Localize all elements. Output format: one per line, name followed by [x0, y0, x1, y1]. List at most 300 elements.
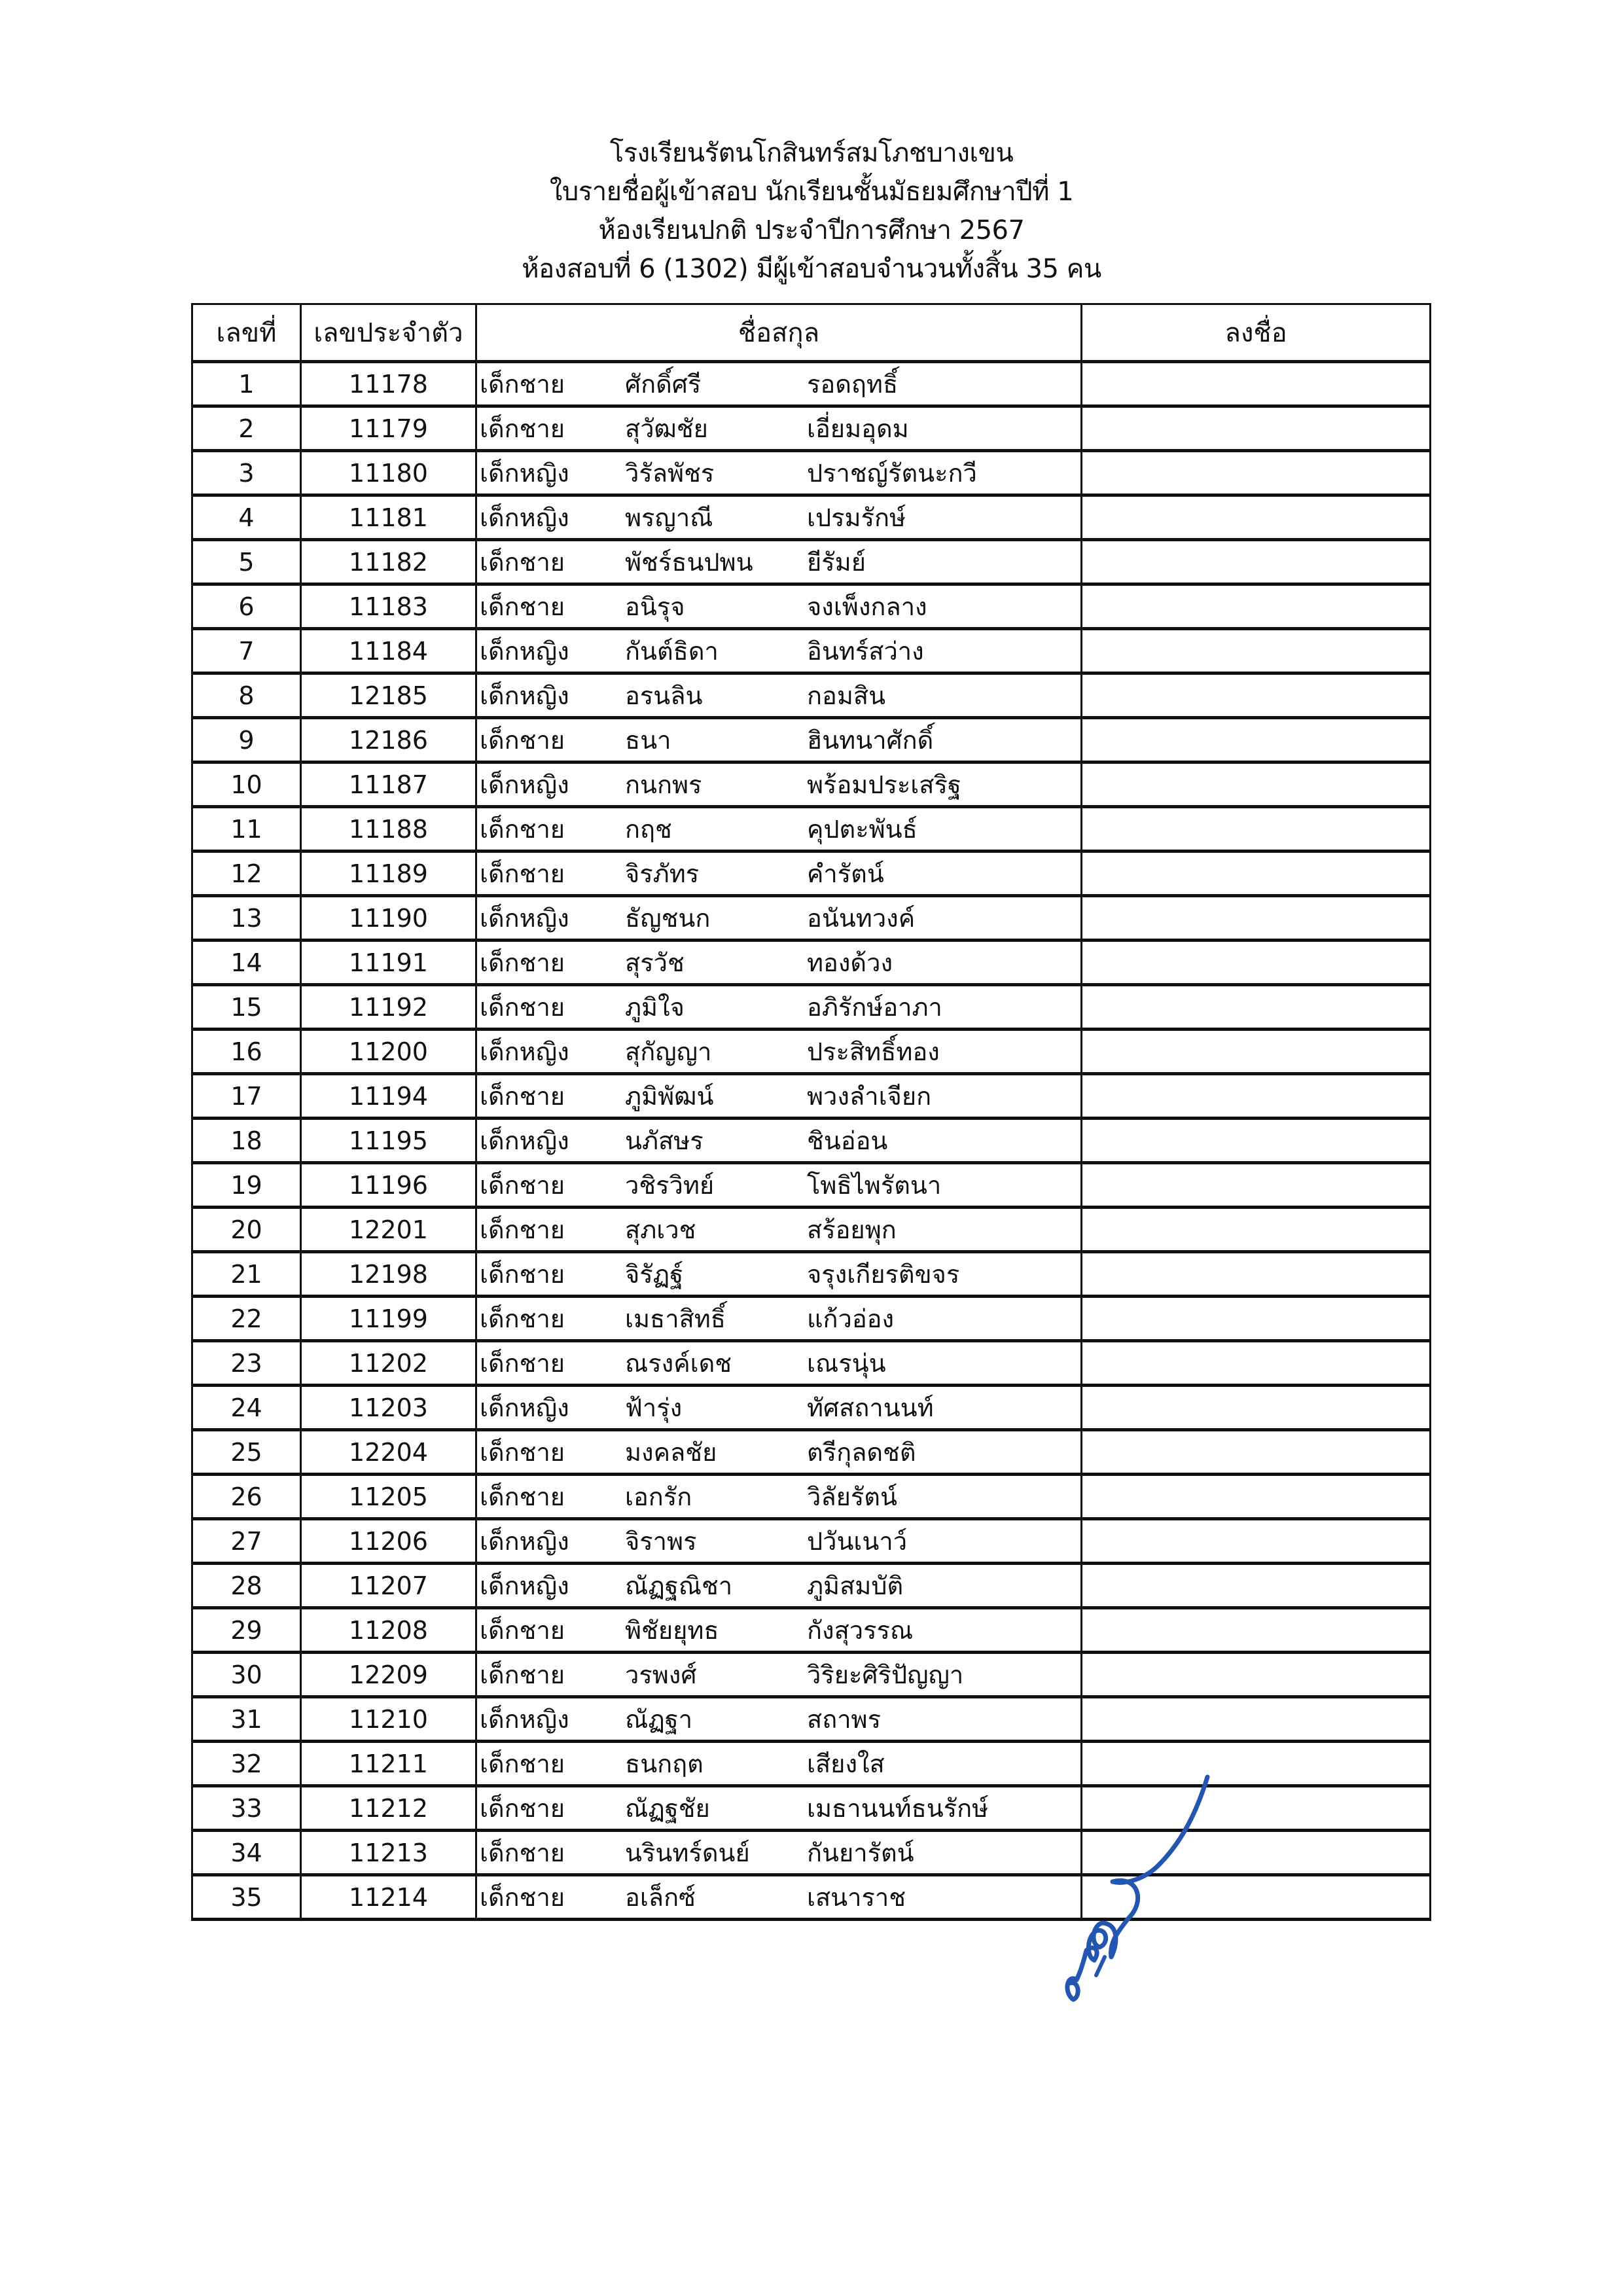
- name-prefix: เด็กชาย: [480, 1839, 565, 1867]
- name-prefix: เด็กชาย: [480, 815, 565, 844]
- student-name: [477, 1253, 1080, 1295]
- signature-field[interactable]: [1082, 1742, 1431, 1786]
- last-name: ภูมิสมบัติ: [807, 1571, 904, 1600]
- name-prefix: เด็กชาย: [480, 1304, 565, 1333]
- last-name: กอมสิน: [807, 681, 886, 710]
- signature-underline: [1096, 1957, 1105, 1975]
- signature-field[interactable]: [1082, 1252, 1431, 1297]
- student-name: [477, 1743, 1080, 1784]
- last-name: พวงลำเจียก: [807, 1082, 932, 1111]
- student-id: 11202: [301, 1341, 476, 1386]
- student-name-cell: [476, 1653, 1082, 1697]
- student-name-cell: [476, 629, 1082, 673]
- row-number: 12: [192, 852, 301, 896]
- student-name-cell: [476, 1252, 1082, 1297]
- student-name: [477, 1209, 1080, 1250]
- roster-body: [192, 362, 1431, 1920]
- student-id: 11214: [301, 1875, 476, 1920]
- student-name-cell: [476, 540, 1082, 584]
- table-row: [192, 1519, 1431, 1564]
- first-name: กนกพร: [625, 770, 702, 799]
- name-prefix: เด็กชาย: [480, 948, 565, 977]
- row-number: 31: [192, 1697, 301, 1742]
- first-name: เมธาสิทธิ์: [625, 1304, 726, 1333]
- name-prefix: เด็กชาย: [480, 370, 565, 399]
- last-name: ชินอ่อน: [807, 1126, 888, 1155]
- name-prefix: เด็กชาย: [480, 859, 565, 888]
- first-name: จิรัฏฐ์: [625, 1260, 684, 1289]
- signature-field[interactable]: [1082, 1519, 1431, 1564]
- signature-field[interactable]: [1082, 1074, 1431, 1119]
- row-number: 8: [192, 673, 301, 718]
- student-name-cell: [476, 1519, 1082, 1564]
- table-row: [192, 1119, 1431, 1163]
- student-name: [477, 1298, 1080, 1339]
- row-number: 34: [192, 1831, 301, 1875]
- student-id: 11180: [301, 451, 476, 495]
- student-id: 11200: [301, 1030, 476, 1074]
- name-prefix: เด็กชาย: [480, 1349, 565, 1378]
- student-name-cell: [476, 584, 1082, 629]
- student-id: 11205: [301, 1475, 476, 1519]
- last-name: เมธานนท์ธนรักษ์: [807, 1794, 989, 1823]
- last-name: กังสุวรรณ: [807, 1616, 914, 1645]
- table-row: [192, 1564, 1431, 1608]
- student-name-cell: [476, 1297, 1082, 1341]
- name-prefix: เด็กชาย: [480, 414, 565, 443]
- first-name: ธัญชนก: [625, 904, 711, 933]
- name-prefix: เด็กหญิง: [480, 1705, 569, 1734]
- signature-field[interactable]: [1082, 852, 1431, 896]
- first-name: ณรงค์เดช: [625, 1349, 732, 1378]
- student-id: 11206: [301, 1519, 476, 1564]
- table-row: [192, 1341, 1431, 1386]
- name-prefix: เด็กชาย: [480, 1260, 565, 1289]
- student-id: 11187: [301, 762, 476, 807]
- student-name: [477, 1832, 1080, 1873]
- student-name-cell: [476, 1208, 1082, 1252]
- name-prefix: เด็กหญิง: [480, 459, 569, 488]
- student-name-cell: [476, 1074, 1082, 1119]
- first-name: จิราพร: [625, 1527, 697, 1556]
- student-name: [477, 363, 1080, 404]
- name-prefix: เด็กชาย: [480, 1082, 565, 1111]
- name-prefix: เด็กชาย: [480, 993, 565, 1022]
- student-name: [477, 764, 1080, 805]
- table-row: [192, 1208, 1431, 1252]
- student-name-cell: [476, 1564, 1082, 1608]
- table-row: [192, 1163, 1431, 1208]
- last-name: อภิรักษ์อาภา: [807, 993, 942, 1022]
- student-name: [477, 986, 1080, 1028]
- signature-field[interactable]: [1082, 1831, 1431, 1875]
- signature-field[interactable]: [1082, 896, 1431, 941]
- row-number: 11: [192, 807, 301, 852]
- name-prefix: เด็กชาย: [480, 1660, 565, 1689]
- signature-field[interactable]: [1082, 1875, 1431, 1920]
- signature-field[interactable]: [1082, 1208, 1431, 1252]
- table-row: [192, 362, 1431, 406]
- name-prefix: เด็กชาย: [480, 1215, 565, 1244]
- first-name: เอกรัก: [625, 1482, 692, 1511]
- first-name: ณัฏฐา: [625, 1705, 693, 1734]
- signature-field[interactable]: [1082, 1030, 1431, 1074]
- last-name: จงเพ็งกลาง: [807, 592, 927, 621]
- first-name: วชิรวิทย์: [625, 1171, 715, 1200]
- row-number: 29: [192, 1608, 301, 1653]
- student-name: [477, 541, 1080, 583]
- student-id: 11179: [301, 406, 476, 451]
- signature-field[interactable]: [1082, 1430, 1431, 1475]
- signature-field[interactable]: [1082, 1653, 1431, 1697]
- signature-field[interactable]: [1082, 1564, 1431, 1608]
- row-number: 22: [192, 1297, 301, 1341]
- last-name: พร้อมประเสริฐ: [807, 770, 961, 799]
- student-name-cell: [476, 362, 1082, 406]
- name-prefix: เด็กหญิง: [480, 503, 569, 532]
- student-name: [477, 1698, 1080, 1740]
- row-number: 17: [192, 1074, 301, 1119]
- signature-field[interactable]: [1082, 1163, 1431, 1208]
- student-id: 12201: [301, 1208, 476, 1252]
- student-id: 11191: [301, 941, 476, 985]
- last-name: ปราชญ์รัตนะกวี: [807, 459, 977, 488]
- signature-field[interactable]: [1082, 540, 1431, 584]
- first-name: นภัสษร: [625, 1126, 704, 1155]
- last-name: ฮินทนาศักดิ์: [807, 726, 934, 755]
- student-name: [477, 497, 1080, 538]
- table-row: [192, 540, 1431, 584]
- signature-field[interactable]: [1082, 1475, 1431, 1519]
- program-line: ห้องเรียนปกติ ประจำปีการศึกษา 2567: [598, 215, 1025, 245]
- student-id: 11181: [301, 495, 476, 540]
- student-name-cell: [476, 941, 1082, 985]
- row-number: 24: [192, 1386, 301, 1430]
- last-name: เปรมรักษ์: [807, 503, 906, 532]
- first-name: สุวัฒชัย: [625, 414, 708, 443]
- name-prefix: เด็กชาย: [480, 726, 565, 755]
- row-number: 3: [192, 451, 301, 495]
- row-number: 13: [192, 896, 301, 941]
- table-row: [192, 629, 1431, 673]
- student-id: 11190: [301, 896, 476, 941]
- last-name: คำรัตน์: [807, 859, 884, 888]
- signature-field[interactable]: [1082, 362, 1431, 406]
- row-number: 25: [192, 1430, 301, 1475]
- row-number: 18: [192, 1119, 301, 1163]
- last-name: รอดฤทธิ์: [807, 370, 899, 399]
- table-row: [192, 451, 1431, 495]
- table-row: [192, 985, 1431, 1030]
- last-name: วิริยะศิริปัญญา: [807, 1660, 964, 1689]
- table-row: [192, 1742, 1431, 1786]
- last-name: อนันทวงค์: [807, 904, 916, 933]
- first-name: พรญาณี: [625, 503, 713, 532]
- student-name: [477, 1609, 1080, 1651]
- student-name-cell: [476, 896, 1082, 941]
- student-id: 11213: [301, 1831, 476, 1875]
- student-name-cell: [476, 1163, 1082, 1208]
- first-name: ณัฏฐชัย: [625, 1794, 710, 1823]
- first-name: ศักดิ์ศรี: [625, 370, 702, 399]
- student-id: 11210: [301, 1697, 476, 1742]
- first-name: ณัฏฐณิชา: [625, 1571, 733, 1600]
- last-name: ประสิทธิ์ทอง: [807, 1037, 940, 1066]
- signature-field[interactable]: [1082, 1119, 1431, 1163]
- student-id: 11207: [301, 1564, 476, 1608]
- column-header-student-id: เลขประจำตัว: [301, 304, 476, 362]
- student-name: [477, 1342, 1080, 1384]
- student-id: 11189: [301, 852, 476, 896]
- student-name: [477, 897, 1080, 939]
- last-name: แก้วอ่อง: [807, 1304, 895, 1333]
- name-prefix: เด็กหญิง: [480, 1527, 569, 1556]
- last-name: เสียงใส: [807, 1749, 885, 1778]
- last-name: ปวันเนาว์: [807, 1527, 908, 1556]
- signature-field[interactable]: [1082, 1697, 1431, 1742]
- student-name-cell: [476, 495, 1082, 540]
- last-name: คุปตะพันธ์: [807, 815, 918, 844]
- first-name: ธนา: [625, 726, 671, 755]
- table-row: [192, 1475, 1431, 1519]
- student-name: [477, 408, 1080, 449]
- last-name: โพธิไพรัตนา: [807, 1171, 942, 1200]
- exam-room-info: ห้องสอบที่ 6 (1302) มีผู้เข้าสอบจำนวนทั้งสิ้น 35 คน: [522, 254, 1101, 284]
- table-row: [192, 1831, 1431, 1875]
- last-name: ยีรัมย์: [807, 548, 866, 577]
- row-number: 23: [192, 1341, 301, 1386]
- last-name: วิลัยรัตน์: [807, 1482, 897, 1511]
- first-name: วรพงศ์: [625, 1660, 697, 1689]
- table-row: [192, 852, 1431, 896]
- table-row: [192, 584, 1431, 629]
- first-name: กันต์ธิดา: [625, 637, 719, 666]
- first-name: ฟ้ารุ่ง: [625, 1393, 683, 1422]
- table-row: [192, 1875, 1431, 1920]
- first-name: สุรวัช: [625, 948, 685, 977]
- name-prefix: เด็กหญิง: [480, 770, 569, 799]
- name-prefix: เด็กชาย: [480, 1749, 565, 1778]
- row-number: 4: [192, 495, 301, 540]
- document-title: ใบรายชื่อผู้เข้าสอบ นักเรียนชั้นมัธยมศึกษาปีที่ 1: [549, 177, 1074, 207]
- first-name: สุภเวช: [625, 1215, 696, 1244]
- first-name: กฤช: [625, 815, 672, 844]
- row-number: 14: [192, 941, 301, 985]
- student-name: [477, 1075, 1080, 1117]
- last-name: สถาพร: [807, 1705, 881, 1734]
- student-id: 11194: [301, 1074, 476, 1119]
- student-name: [477, 630, 1080, 672]
- row-number: 30: [192, 1653, 301, 1697]
- last-name: อินทร์สว่าง: [807, 637, 924, 666]
- row-number: 21: [192, 1252, 301, 1297]
- signature-field[interactable]: [1082, 1297, 1431, 1341]
- first-name: ภูมิใจ: [625, 993, 685, 1022]
- document-header: [0, 134, 1623, 289]
- last-name: จรุงเกียรติขจร: [807, 1260, 960, 1289]
- column-header-no: เลขที่: [192, 304, 301, 362]
- student-name-cell: [476, 1341, 1082, 1386]
- student-name: [477, 1876, 1080, 1918]
- student-name: [477, 808, 1080, 850]
- row-number: 33: [192, 1786, 301, 1831]
- last-name: สร้อยพุก: [807, 1215, 897, 1244]
- student-id: 11208: [301, 1608, 476, 1653]
- first-name: จิรภัทร: [625, 859, 700, 888]
- row-number: 6: [192, 584, 301, 629]
- signature-field[interactable]: [1082, 1341, 1431, 1386]
- table-row: [192, 495, 1431, 540]
- student-name-cell: [476, 673, 1082, 718]
- student-name-cell: [476, 1742, 1082, 1786]
- last-name: เอี่ยมอุดม: [807, 414, 909, 443]
- row-number: 20: [192, 1208, 301, 1252]
- row-number: 10: [192, 762, 301, 807]
- student-id: 12204: [301, 1430, 476, 1475]
- student-id: 11178: [301, 362, 476, 406]
- student-id: 11184: [301, 629, 476, 673]
- table-row: [192, 896, 1431, 941]
- name-prefix: เด็กหญิง: [480, 637, 569, 666]
- student-name: [477, 719, 1080, 761]
- student-id: 11212: [301, 1786, 476, 1831]
- first-name: พิชัยยุทธ: [625, 1616, 719, 1645]
- signature-field[interactable]: [1082, 1608, 1431, 1653]
- row-number: 27: [192, 1519, 301, 1564]
- student-name-cell: [476, 807, 1082, 852]
- student-id: 12198: [301, 1252, 476, 1297]
- student-id: 11195: [301, 1119, 476, 1163]
- signature-field[interactable]: [1082, 406, 1431, 451]
- first-name: พัชร์ธนปพน: [625, 548, 753, 577]
- name-prefix: เด็กชาย: [480, 592, 565, 621]
- student-id: 11188: [301, 807, 476, 852]
- student-name: [477, 1120, 1080, 1161]
- row-number: 35: [192, 1875, 301, 1920]
- row-number: 1: [192, 362, 301, 406]
- table-row: [192, 1430, 1431, 1475]
- signature-field[interactable]: [1082, 985, 1431, 1030]
- signature-field[interactable]: [1082, 629, 1431, 673]
- student-name-cell: [476, 985, 1082, 1030]
- table-row: [192, 1074, 1431, 1119]
- student-name-cell: [476, 1875, 1082, 1920]
- signature-field[interactable]: [1082, 941, 1431, 985]
- student-name: [477, 1565, 1080, 1606]
- student-id: 12185: [301, 673, 476, 718]
- signature-field[interactable]: [1082, 1786, 1431, 1831]
- table-row: [192, 941, 1431, 985]
- student-name-cell: [476, 1831, 1082, 1875]
- student-name-cell: [476, 1475, 1082, 1519]
- row-number: 7: [192, 629, 301, 673]
- student-id: 11199: [301, 1297, 476, 1341]
- name-prefix: เด็กหญิง: [480, 681, 569, 710]
- student-id: 11182: [301, 540, 476, 584]
- signature-field[interactable]: [1082, 584, 1431, 629]
- signature-field[interactable]: [1082, 451, 1431, 495]
- student-name: [477, 1387, 1080, 1428]
- first-name: อนิรุจ: [625, 592, 685, 621]
- column-header-sign: ลงชื่อ: [1082, 304, 1431, 362]
- student-name: [477, 452, 1080, 493]
- student-id: 11211: [301, 1742, 476, 1786]
- table-row: [192, 1252, 1431, 1297]
- student-id: 12186: [301, 718, 476, 762]
- table-row: [192, 1608, 1431, 1653]
- student-name-cell: [476, 1608, 1082, 1653]
- table-row: [192, 1697, 1431, 1742]
- name-prefix: เด็กหญิง: [480, 1126, 569, 1155]
- signature-field[interactable]: [1082, 718, 1431, 762]
- last-name: ทองด้วง: [807, 948, 893, 977]
- student-name-cell: [476, 1786, 1082, 1831]
- row-number: 28: [192, 1564, 301, 1608]
- name-prefix: เด็กชาย: [480, 1883, 565, 1912]
- student-roster-table: [191, 303, 1431, 1921]
- signature-field[interactable]: [1082, 762, 1431, 807]
- student-name-cell: [476, 852, 1082, 896]
- student-id: 12209: [301, 1653, 476, 1697]
- first-name: มงคลชัย: [625, 1438, 717, 1467]
- student-id: 11183: [301, 584, 476, 629]
- name-prefix: เด็กชาย: [480, 1482, 565, 1511]
- name-prefix: เด็กชาย: [480, 1616, 565, 1645]
- signature-field[interactable]: [1082, 673, 1431, 718]
- column-header-name: ชื่อสกุล: [476, 304, 1082, 362]
- signature-field[interactable]: [1082, 495, 1431, 540]
- student-name-cell: [476, 762, 1082, 807]
- student-id: 11196: [301, 1163, 476, 1208]
- last-name: เณรนุ่น: [807, 1349, 886, 1378]
- name-prefix: เด็กชาย: [480, 1794, 565, 1823]
- student-name-cell: [476, 451, 1082, 495]
- last-name: ทัศสถานนท์: [807, 1393, 934, 1422]
- student-name: [477, 1654, 1080, 1695]
- row-number: 15: [192, 985, 301, 1030]
- student-name: [477, 1431, 1080, 1473]
- row-number: 2: [192, 406, 301, 451]
- row-number: 26: [192, 1475, 301, 1519]
- row-number: 16: [192, 1030, 301, 1074]
- last-name: เสนาราช: [807, 1883, 906, 1912]
- signature-field[interactable]: [1082, 1386, 1431, 1430]
- table-row: [192, 718, 1431, 762]
- student-name: [477, 942, 1080, 983]
- name-prefix: เด็กหญิง: [480, 904, 569, 933]
- student-name: [477, 1787, 1080, 1829]
- first-name: อเล็กซ์: [625, 1883, 696, 1912]
- name-prefix: เด็กชาย: [480, 1438, 565, 1467]
- row-number: 5: [192, 540, 301, 584]
- table-row: [192, 807, 1431, 852]
- student-name-cell: [476, 1430, 1082, 1475]
- name-prefix: เด็กชาย: [480, 1171, 565, 1200]
- row-number: 32: [192, 1742, 301, 1786]
- table-row: [192, 1030, 1431, 1074]
- first-name: ธนกฤต: [625, 1749, 704, 1778]
- name-prefix: เด็กหญิง: [480, 1571, 569, 1600]
- student-name-cell: [476, 1030, 1082, 1074]
- name-prefix: เด็กหญิง: [480, 1037, 569, 1066]
- table-row: [192, 406, 1431, 451]
- table-row: [192, 762, 1431, 807]
- student-name-cell: [476, 406, 1082, 451]
- last-name: กันยารัตน์: [807, 1839, 914, 1867]
- student-id: 11203: [301, 1386, 476, 1430]
- signature-field[interactable]: [1082, 807, 1431, 852]
- student-id: 11192: [301, 985, 476, 1030]
